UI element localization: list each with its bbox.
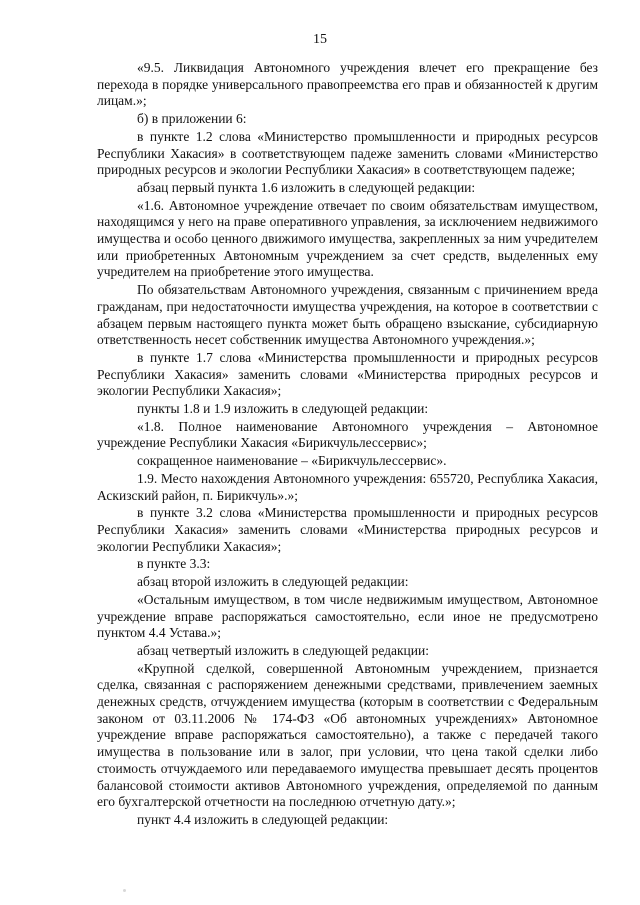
paragraph-point-3-2: в пункте 3.2 слова «Министерства промышленности и природных ресурсов Республики Хакасия» заменить словами «Министерства природных ресурсов и экологии Республики Хакасия»; (97, 505, 598, 554)
paragraph-short-name: сокращенное наименование – «Бирикчульлессервис». (137, 453, 447, 469)
page-number: 15 (313, 32, 327, 47)
paragraph-point-1-9: 1.9. Место нахождения Автономного учреждения: 655720, Республика Хакасия, Аскизский район, п. Бирикчуль».»; (97, 470, 598, 503)
paragraph-points-1-8-1-9-intro: пункты 1.8 и 1.9 изложить в следующей редакции: (137, 401, 429, 417)
paragraph-point-4-4-intro: пункт 4.4 изложить в следующей редакции: (137, 811, 389, 827)
paragraph-9-5: «9.5. Ликвидация Автономного учреждения влечет его прекращение без перехода в порядке универсального правопреемства его прав и обязанностей к другим лицам.»; (97, 60, 598, 109)
paragraph-other-property: «Остальным имуществом, в том числе недвижимым имуществом, Автономное учреждение вправе распоряжаться самостоятельно, если иное не предусмотрено пунктом 4.4 Устава.»; (97, 591, 598, 641)
paragraph-point-1-7: в пункте 1.7 слова «Министерства промышленности и природных ресурсов Республики Хакасия» заменить словами «Министерства природных ресурсов и экологии Республики Хакасия»; (97, 349, 598, 399)
scan-speck (123, 889, 126, 892)
paragraph-major-transaction: «Крупной сделкой, совершенной Автономным учреждением, признается сделка, связанная с распоряжением денежными средствами, привлечением заемных денежных средств, отчуждением имущества (которым в соответствии с Федеральным законом от 03.11.2006 № 174-ФЗ «Об автономных учреждениях» Автономное учреждение вправе распоряжаться самостоятельно), а также с передачей такого имущества в пользование или в залог, при условии, что цена такой сделки либо стоимость отчуждаемого или передаваемого имущества превышает десять процентов балансовой стоимости активов Автономного учреждения, определяемой по данным его бухгалтерской отчетности на последнюю отчетную дату.»; (97, 660, 598, 810)
paragraph-fourth-abzac-intro: абзац четвертый изложить в следующей редакции: (137, 642, 429, 658)
document-body (97, 60, 598, 829)
paragraph-appendix-6: б) в приложении 6: (137, 111, 247, 127)
paragraph-second-abzac-intro: абзац второй изложить в следующей редакции: (137, 574, 409, 590)
paragraph-point-1-8: «1.8. Полное наименование Автономного учреждения – Автономное учреждение Республики Хакасия «Бирикчульлессервис»; (97, 418, 598, 451)
paragraph-point-1-6-text: «1.6. Автономное учреждение отвечает по своим обязательствам имуществом, находящимся у него на праве оперативного управления, за исключением недвижимого имущества и особо ценного движимого имущества, закрепленных за ним учредителем или приобретенных Автономным учреждением за счет средств, выделенных ему учредителем на приобретение этого имущества. (97, 197, 598, 280)
paragraph-point-1-2: в пункте 1.2 слова «Министерство промышленности и природных ресурсов Республики Хакасия» в соответствующем падеже заменить словами «Министерство природных ресурсов и экологии Республики Хакасия» в соответствующем падеже; (97, 128, 598, 178)
paragraph-obligations: По обязательствам Автономного учреждения, связанным с причинением вреда гражданам, при недостаточности имущества учреждения, на которое в соответствии с абзацем первым настоящего пункта может быть обращено взыскание, субсидиарную ответственность несет собственник имущества Автономного учреждения.»; (97, 282, 598, 348)
paragraph-point-1-6-intro: абзац первый пункта 1.6 изложить в следующей редакции: (137, 179, 476, 195)
paragraph-point-3-3: в пункте 3.3: (137, 556, 211, 572)
